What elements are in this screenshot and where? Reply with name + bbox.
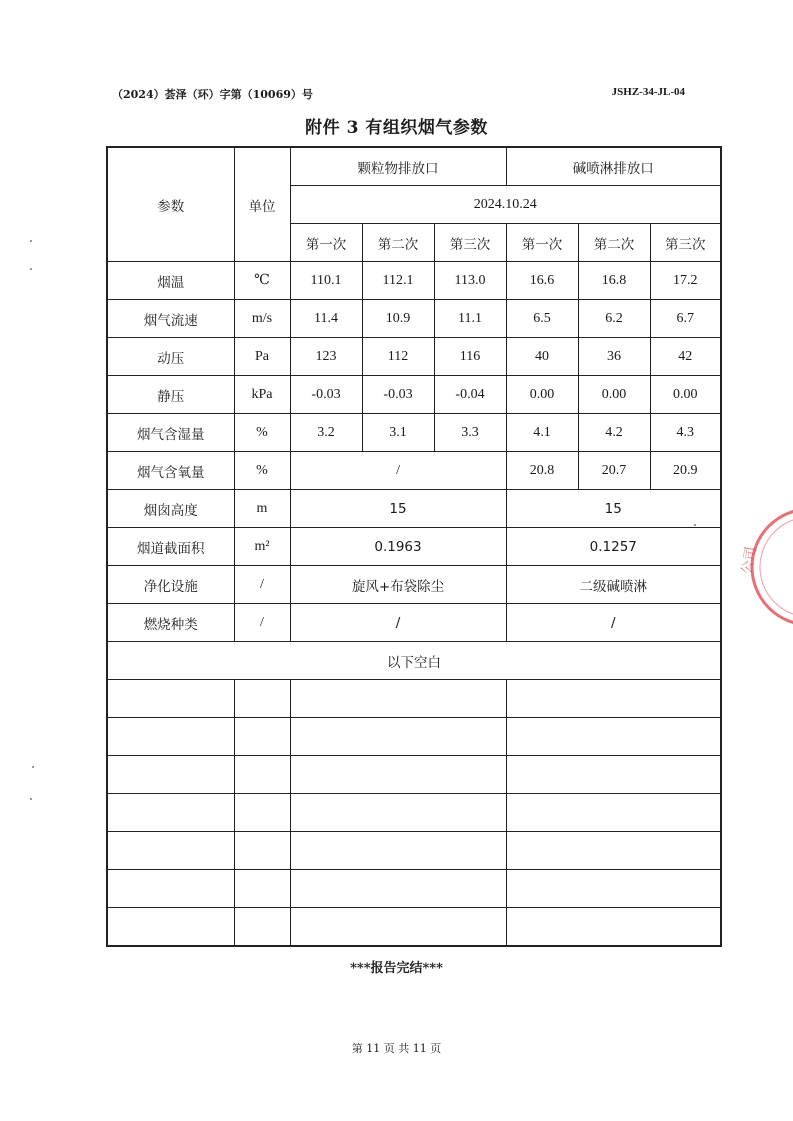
param-value: 0.00 <box>578 376 650 414</box>
run-header: 第二次 <box>578 224 650 262</box>
param-name: 烟温 <box>107 262 234 300</box>
empty-cell <box>234 794 290 832</box>
param-value: 6.7 <box>650 300 721 338</box>
report-number: （2024）荟泽（环）字第（10069）号 <box>112 88 313 101</box>
empty-cell <box>506 794 721 832</box>
header-outlet-a: 颗粒物排放口 <box>290 147 506 186</box>
param-unit: kPa <box>234 376 290 414</box>
param-name: 燃烧种类 <box>107 604 234 642</box>
empty-cell <box>290 718 506 756</box>
param-value: 116 <box>434 338 506 376</box>
empty-cell <box>290 908 506 947</box>
table-row <box>107 566 721 604</box>
param-value: 3.2 <box>290 414 362 452</box>
param-value: 40 <box>506 338 578 376</box>
empty-cell <box>506 756 721 794</box>
param-value: 6.5 <box>506 300 578 338</box>
run-header: 第三次 <box>434 224 506 262</box>
param-name: 烟囱高度 <box>107 490 234 528</box>
param-name: 静压 <box>107 376 234 414</box>
param-unit: % <box>234 452 290 490</box>
empty-cell <box>290 832 506 870</box>
table-row <box>107 490 721 528</box>
param-name: 净化设施 <box>107 566 234 604</box>
param-unit: / <box>234 604 290 642</box>
table-row <box>107 262 721 300</box>
empty-cell <box>107 908 234 947</box>
param-value: 113.0 <box>434 262 506 300</box>
empty-row <box>107 832 721 870</box>
param-value: 4.1 <box>506 414 578 452</box>
param-value: 4.3 <box>650 414 721 452</box>
param-value: 20.9 <box>650 452 721 490</box>
empty-cell <box>506 718 721 756</box>
svg-text:公司: 公司 <box>739 545 760 576</box>
param-unit: ℃ <box>234 262 290 300</box>
empty-cell <box>290 870 506 908</box>
empty-cell <box>107 870 234 908</box>
param-unit: m/s <box>234 300 290 338</box>
param-value: 42 <box>650 338 721 376</box>
empty-cell <box>506 870 721 908</box>
empty-cell <box>234 680 290 718</box>
run-header: 第一次 <box>290 224 362 262</box>
param-value: 11.1 <box>434 300 506 338</box>
header-param: 参数 <box>107 147 234 262</box>
table-row <box>107 452 721 490</box>
param-value: 36 <box>578 338 650 376</box>
param-value: 110.1 <box>290 262 362 300</box>
empty-cell <box>506 908 721 947</box>
empty-row <box>107 794 721 832</box>
page-title: 附件 3 有组织烟气参数 <box>305 118 488 138</box>
param-value: / <box>290 604 506 642</box>
run-header: 第二次 <box>362 224 434 262</box>
param-value: 旋风+布袋除尘 <box>290 566 506 604</box>
param-name: 烟气流速 <box>107 300 234 338</box>
param-name: 动压 <box>107 338 234 376</box>
empty-cell <box>290 680 506 718</box>
empty-cell <box>290 756 506 794</box>
page-number: 第 11 页 共 11 页 <box>351 1042 442 1055</box>
header-date: 2024.10.24 <box>290 186 721 224</box>
param-name: 烟气含氧量 <box>107 452 234 490</box>
param-value: 20.7 <box>578 452 650 490</box>
param-value: 20.8 <box>506 452 578 490</box>
param-unit: Pa <box>234 338 290 376</box>
empty-cell <box>107 680 234 718</box>
empty-cell <box>290 794 506 832</box>
empty-cell <box>234 832 290 870</box>
param-value: 123 <box>290 338 362 376</box>
param-value: 10.9 <box>362 300 434 338</box>
param-value: 112 <box>362 338 434 376</box>
empty-cell <box>107 718 234 756</box>
param-value: / <box>506 604 721 642</box>
param-value: 15 <box>506 490 721 528</box>
param-value: / <box>290 452 506 490</box>
blank-note: 以下空白 <box>107 642 721 680</box>
run-header: 第三次 <box>650 224 721 262</box>
empty-row <box>107 718 721 756</box>
empty-row <box>107 680 721 718</box>
empty-cell <box>107 756 234 794</box>
flue-gas-table <box>106 146 722 947</box>
param-value: 0.00 <box>506 376 578 414</box>
param-unit: / <box>234 566 290 604</box>
empty-cell <box>234 870 290 908</box>
empty-row <box>107 756 721 794</box>
empty-cell <box>107 832 234 870</box>
param-unit: % <box>234 414 290 452</box>
empty-cell <box>506 832 721 870</box>
header-unit: 单位 <box>234 147 290 262</box>
table-row <box>107 414 721 452</box>
param-value: 0.00 <box>650 376 721 414</box>
table-row <box>107 300 721 338</box>
run-header: 第一次 <box>506 224 578 262</box>
param-name: 烟气含湿量 <box>107 414 234 452</box>
param-value: 17.2 <box>650 262 721 300</box>
param-name: 烟道截面积 <box>107 528 234 566</box>
table-row <box>107 338 721 376</box>
param-value: 15 <box>290 490 506 528</box>
empty-cell <box>506 680 721 718</box>
empty-row <box>107 908 721 947</box>
param-value: 二级碱喷淋 <box>506 566 721 604</box>
empty-cell <box>234 908 290 947</box>
param-value: 16.8 <box>578 262 650 300</box>
param-value: 6.2 <box>578 300 650 338</box>
seal-stamp <box>735 505 793 635</box>
param-value: 0.1963 <box>290 528 506 566</box>
param-value: 4.2 <box>578 414 650 452</box>
param-value: 3.3 <box>434 414 506 452</box>
empty-row <box>107 870 721 908</box>
param-value: -0.04 <box>434 376 506 414</box>
param-value: 11.4 <box>290 300 362 338</box>
table-row <box>107 604 721 642</box>
param-value: -0.03 <box>290 376 362 414</box>
param-value: 112.1 <box>362 262 434 300</box>
empty-cell <box>234 718 290 756</box>
table-row <box>107 376 721 414</box>
param-value: 0.1257 <box>506 528 721 566</box>
param-unit: m² <box>234 528 290 566</box>
table-row <box>107 528 721 566</box>
empty-cell <box>234 756 290 794</box>
param-value: 16.6 <box>506 262 578 300</box>
report-end: ***报告完结*** <box>350 961 443 976</box>
param-unit: m <box>234 490 290 528</box>
param-value: -0.03 <box>362 376 434 414</box>
form-code: JSHZ-34-JL-04 <box>611 86 685 98</box>
param-value: 3.1 <box>362 414 434 452</box>
empty-cell <box>107 794 234 832</box>
header-outlet-b: 碱喷淋排放口 <box>506 147 721 186</box>
